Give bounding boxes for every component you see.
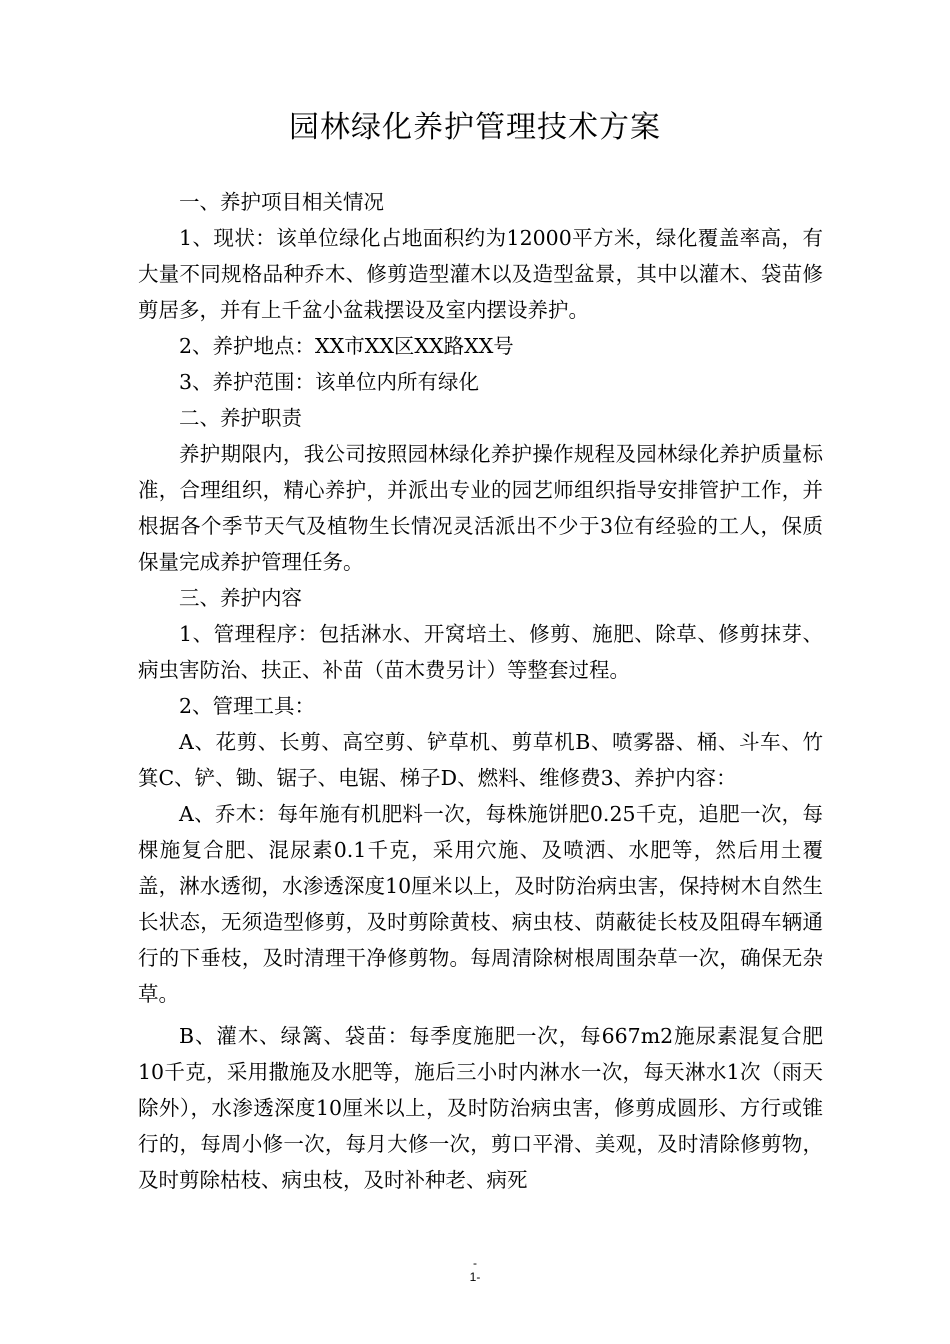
paragraph-tools-list: A、花剪、长剪、高空剪、铲草机、剪草机B、喷雾器、桶、斗车、竹箕C、铲、锄、锯子、电锯、梯子D、燃料、维修费3、养护内容：: [138, 730, 823, 790]
section-heading-1: 一、养护项目相关情况: [179, 190, 384, 214]
paragraph-procedure: 1、管理程序：包括淋水、开窝培土、修剪、施肥、除草、修剪抹芽、病虫害防治、扶正、补苗（苗木费另计）等整套过程。: [138, 622, 823, 682]
paragraph-scope: 3、养护范围：该单位内所有绿化: [179, 370, 480, 394]
section-heading-3: 三、养护内容: [179, 586, 302, 610]
paragraph-status: 1、现状：该单位绿化占地面积约为12000平方米，绿化覆盖率高，有大量不同规格品种乔木、修剪造型灌木以及造型盆景，其中以灌木、袋苗修剪居多，并有上千盆小盆栽摆设及室内摆设养护。: [138, 226, 823, 322]
paragraph-duties: 养护期限内，我公司按照园林绿化养护操作规程及园林绿化养护质量标准，合理组织，精心养护，并派出专业的园艺师组织指导安排管护工作，并根据各个季节天气及植物生长情况灵活派出不少于3位有经验的工人，保质保量完成养护管理任务。: [138, 442, 823, 574]
section-heading-2: 二、养护职责: [179, 406, 302, 430]
paragraph-tools-heading: 2、管理工具：: [179, 694, 316, 718]
footer-mark: -: [473, 1256, 477, 1270]
page-number: 1-: [469, 1270, 481, 1284]
document-title: 园林绿化养护管理技术方案: [289, 110, 661, 145]
paragraph-trees: A、乔木：每年施有机肥料一次，每株施饼肥0.25千克，追肥一次，每棵施复合肥、混尿素0.1千克，采用穴施、及喷洒、水肥等，然后用土覆盖，淋水透彻，水渗透深度10厘米以上，及时防治病虫害，保持树木自然生长状态，无须造型修剪，及时剪除黄枝、病虫枝、荫蔽徒长枝及阻碍车辆通行的下垂枝，及时清理干净修剪物。每周清除树根周围杂草一次，确保无杂草。: [138, 802, 823, 1006]
document-body: [138, 184, 823, 1198]
page-footer: [0, 1256, 950, 1284]
paragraph-location: 2、养护地点：XX市XX区XX路XX号: [179, 334, 514, 358]
paragraph-shrubs: B、灌木、绿篱、袋苗：每季度施肥一次，每667m2施尿素混复合肥10千克，采用撒施及水肥等，施后三小时内淋水一次，每天淋水1次（雨天除外），水渗透深度10厘米以上，及时防治病虫害，修剪成圆形、方行或锥行的，每周小修一次，每月大修一次，剪口平滑、美观，及时清除修剪物，及时剪除枯枝、病虫枝，及时补种老、病死: [138, 1024, 823, 1192]
